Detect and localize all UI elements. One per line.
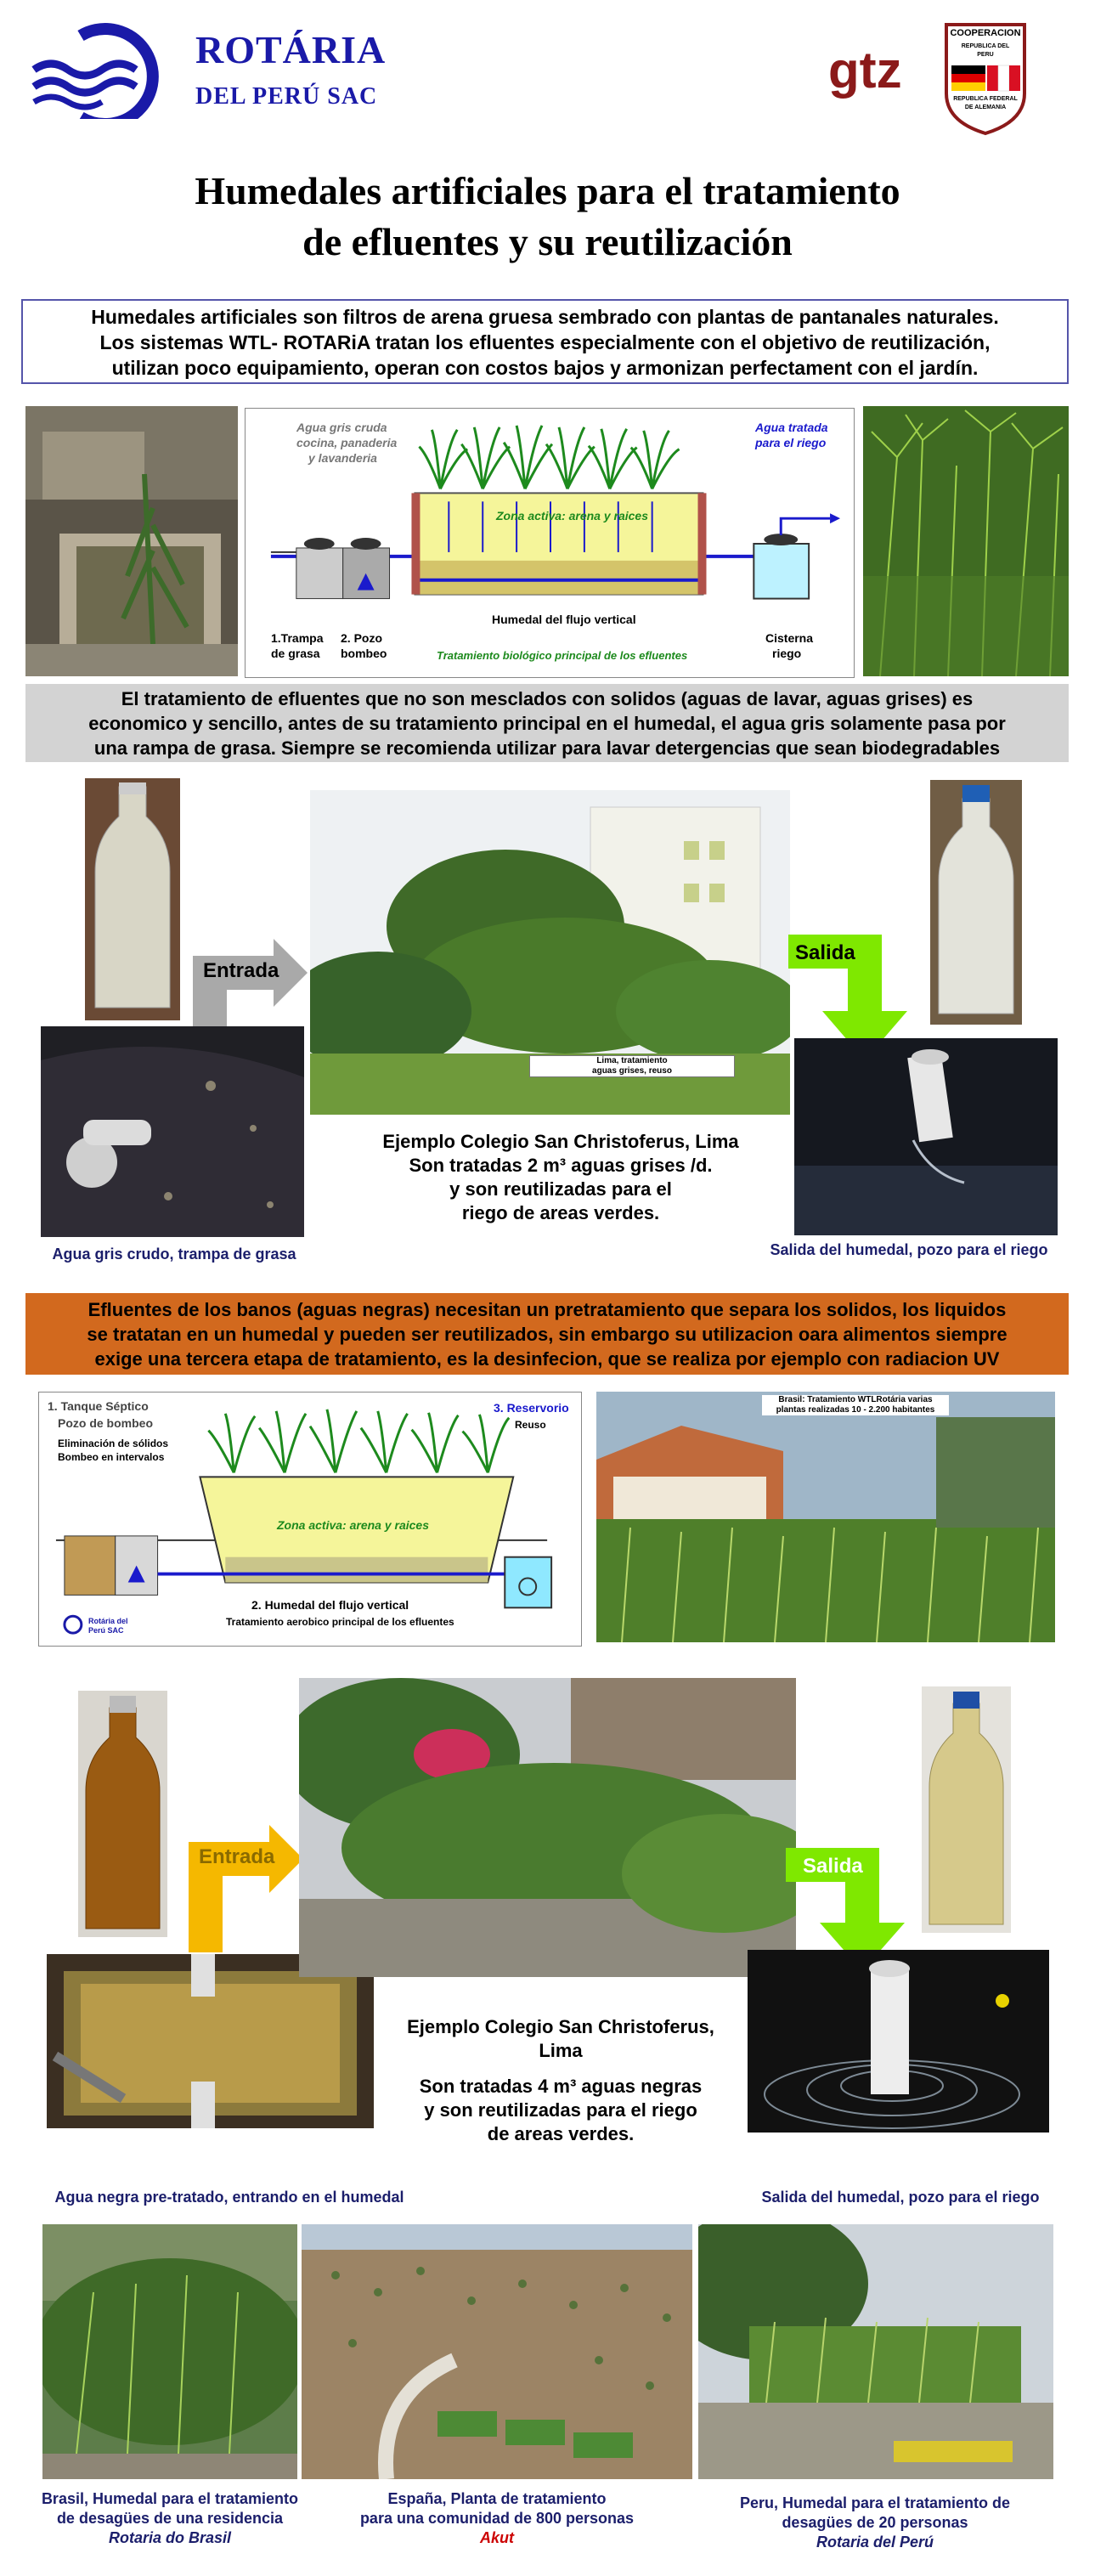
salida-label-grey: Salida	[795, 941, 855, 964]
shield-icon	[943, 21, 1028, 136]
espana-plant-photo	[302, 2224, 692, 2479]
d1-zone: Zona activa: arena y raices	[496, 509, 648, 523]
grey-example-l2: Son tratadas 2 m³ aguas grises /d.	[409, 1155, 713, 1176]
photo-label-l1: Lima, tratamiento	[596, 1056, 668, 1065]
d2-logo-l1: Rotária del	[88, 1617, 128, 1625]
espana-cap-l1: España, Planta de tratamiento	[387, 2490, 607, 2507]
d2-logo-l2: Perú SAC	[88, 1626, 124, 1635]
black-example-l2: Lima	[539, 2040, 583, 2061]
d1-cistern-l1: Cisterna	[765, 631, 814, 645]
photo-label-l2: aguas grises, reuso	[592, 1066, 672, 1076]
peru-cap-l3: Rotaria del Perú	[816, 2534, 934, 2551]
gtz-logo: gtz	[828, 42, 902, 99]
d1-bio: Tratamiento biológico principal de los efluentes	[437, 649, 688, 662]
d2-tank-l1: 1. Tanque Séptico	[48, 1399, 149, 1413]
greywater-garden-photo	[310, 790, 790, 1115]
coop-line2: PERU	[977, 52, 994, 58]
grey-line3: una rampa de grasa. Siempre se recomienda utilizar para lavar detergencias que sean biodegradables	[93, 737, 1001, 759]
brand-subtitle: DEL PERÚ SAC	[195, 83, 378, 110]
d1-pump-l2: bombeo	[341, 647, 387, 660]
cooperation-badge	[943, 21, 1028, 136]
peru-wetland-photo	[698, 2224, 1053, 2479]
rotaria-logo	[30, 17, 395, 119]
irrigation-well-photo	[794, 1038, 1058, 1235]
waves-logo-icon	[30, 17, 174, 119]
orange-line1: Efluentes de los banos (aguas negras) necesitan un pretratamiento que separa los solidos, los liquidos	[87, 1299, 1007, 1320]
grey-wetland-construction-photo	[25, 406, 238, 676]
entrada-label-gold: Entrada	[199, 1845, 275, 1868]
brasil-cap-l2: de desagües de una residencia	[56, 2510, 284, 2527]
orange-line3: exige una tercera etapa de tratamiento, es la desinfecion, que se realiza por ejemplo con radiacion UV	[94, 1348, 1000, 1370]
d2-wetland: 2. Humedal del flujo vertical	[251, 1598, 409, 1612]
blackwater-example-text	[382, 2015, 739, 2146]
salida-label-green: Salida	[803, 1855, 863, 1878]
d1-raw-l1: Agua gris cruda	[296, 421, 387, 434]
d2-aero: Tratamiento aerobico principal de los efluentes	[226, 1616, 454, 1628]
title-line2: de efluentes y su reutilización	[302, 220, 793, 263]
greywater-caption-left: Agua gris crudo, trampa de grasa	[52, 1246, 296, 1263]
bottom-caption-brasil	[25, 2489, 314, 2548]
title-line1: Humedales artificiales para el tratamiento	[195, 169, 900, 212]
lima-photo-label	[529, 1055, 735, 1077]
blackwater-info-band	[25, 1293, 1069, 1375]
d2-res-l1: 3. Reservorio	[494, 1401, 569, 1415]
blackwater-caption-right: Salida del humedal, pozo para el riego	[761, 2189, 1040, 2206]
d1-trap-l2: de grasa	[271, 647, 320, 660]
grey-example-l4: riego de areas verdes.	[461, 1202, 660, 1223]
brasil-cap-l1: Brasil, Humedal para el tratamiento	[41, 2490, 299, 2507]
diagram-blackwater	[38, 1392, 582, 1647]
d1-cistern-l2: riego	[772, 647, 802, 660]
brasil-label-l2: plantas realizadas 10 - 2.200 habitantes	[776, 1405, 935, 1415]
greywater-example-text	[331, 1130, 790, 1225]
brasil-cap-l3: Rotaria do Brasil	[108, 2529, 232, 2546]
entrada-label-grey: Entrada	[203, 959, 279, 982]
grey-line1: El tratamiento de efluentes que no son mesclados con solidos (aguas de lavar, aguas grises) es	[121, 688, 974, 709]
espana-cap-l3: Akut	[480, 2529, 514, 2546]
d2-zone: Zona activa: arena y raices	[277, 1518, 429, 1532]
intro-line3: utilizan poco equipamiento, operan con costos bajos y armonizan perfectament con el jardín.	[111, 357, 979, 379]
greywater-info-band	[25, 684, 1069, 762]
bottom-caption-espana	[336, 2489, 658, 2548]
d2-tank-l4: Bombeo en intervalos	[58, 1451, 165, 1463]
page-title	[0, 166, 1095, 268]
brasil-wetland-photo	[596, 1392, 1055, 1642]
d2-res-l2: Reuso	[515, 1419, 546, 1431]
greywater-caption-right: Salida del humedal, pozo para el riego	[770, 1241, 1048, 1258]
blackwater-inlet-photo	[47, 1954, 374, 2128]
intro-line2: Los sistemas WTL- ROTARiA tratan los efluentes especialmente con el objetivo de reutilización,	[99, 331, 991, 353]
blackwater-garden-photo	[299, 1678, 796, 1977]
coop-line3: REPUBLICA FEDERAL	[953, 96, 1018, 102]
d1-raw-l2: cocina, panaderia	[296, 436, 398, 449]
bottle-black-clean-photo	[922, 1686, 1011, 1933]
brand-name: ROTÁRIA	[195, 28, 387, 71]
grease-trap-photo	[41, 1026, 304, 1237]
d1-raw-l3: y lavanderia	[308, 451, 377, 465]
diagram-greywater	[245, 408, 855, 678]
brasil-label-l1: Brasil: Tratamiento WTLRotária varias	[778, 1395, 933, 1404]
intro-box	[21, 299, 1069, 384]
coop-line4: DE ALEMANIA	[964, 105, 1007, 110]
peru-cap-l2: desagües de 20 personas	[782, 2514, 968, 2531]
blackwater-caption-left: Agua negra pre-tratado, entrando en el humedal	[54, 2189, 404, 2206]
d1-trap-l1: 1.Trampa	[271, 631, 324, 645]
bottle-grey-raw-photo	[85, 778, 180, 1020]
brasil-residence-photo	[42, 2224, 297, 2479]
grey-example-l1: Ejemplo Colegio San Christoferus, Lima	[382, 1131, 739, 1152]
black-example-l5: de areas verdes.	[487, 2123, 635, 2144]
d1-treated-l2: para el riego	[755, 436, 827, 449]
d1-pump-l1: 2. Pozo	[341, 631, 383, 645]
bottle-black-raw-photo	[78, 1691, 167, 1937]
bottle-grey-clean-photo	[930, 780, 1022, 1025]
intro-line1: Humedales artificiales son filtros de arena gruesa sembrado con plantas de pantanales naturales.	[91, 306, 999, 328]
d2-tank-l3: Eliminación de sólidos	[58, 1438, 169, 1449]
papyrus-photo	[863, 406, 1069, 676]
black-example-l4: y son reutilizadas para el riego	[424, 2099, 697, 2121]
bottom-caption-peru	[705, 2494, 1045, 2552]
black-example-l1: Ejemplo Colegio San Christoferus,	[407, 2016, 714, 2037]
blackwater-outlet-photo	[748, 1950, 1049, 2133]
espana-cap-l2: para una comunidad de 800 personas	[359, 2510, 635, 2527]
black-example-l3: Son tratadas 4 m³ aguas negras	[419, 2076, 703, 2097]
peru-cap-l1: Peru, Humedal para el tratamiento de	[739, 2494, 1011, 2511]
coop-line1: REPUBLICA DEL	[961, 43, 1010, 49]
grey-example-l3: y son reutilizadas para el	[449, 1178, 672, 1200]
d1-wetland: Humedal del flujo vertical	[492, 613, 636, 626]
entrada-arrow-gold	[189, 1825, 303, 1952]
orange-line2: se tratatan en un humedal y pueden ser reutilizados, sin embargo su utilizacion oara alimentos siempre	[87, 1324, 1008, 1345]
grey-line2: economico y sencillo, antes de su tratamiento principal en el humedal, el agua gris solamente pasa por	[88, 713, 1006, 734]
d2-tank-l2: Pozo de bombeo	[58, 1416, 153, 1430]
d1-treated-l1: Agua tratada	[755, 421, 828, 434]
brasil-photo-label	[762, 1395, 949, 1415]
coop-title: COOPERACION	[950, 28, 1021, 38]
